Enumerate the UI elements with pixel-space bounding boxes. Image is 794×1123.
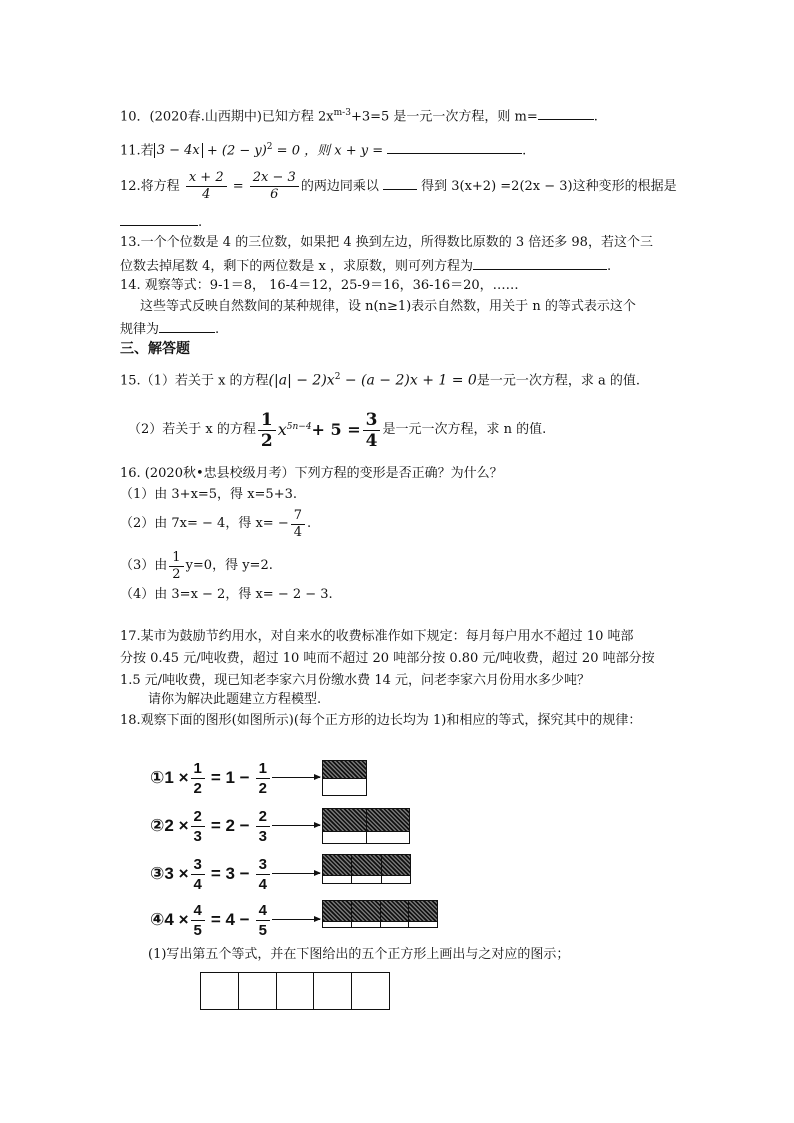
- q12-end: .: [198, 215, 203, 230]
- q18-row2-fraction-2: $\frac{2}{3}$: [256, 807, 270, 846]
- square-5[interactable]: [352, 973, 389, 1009]
- q16-i3-fraction: $\frac{1}{2}$: [169, 550, 183, 583]
- q13-answer-blank[interactable]: [473, 256, 607, 270]
- q10-text-a: 10．(2020春.山西期中)已知方程 2x: [120, 109, 334, 125]
- square-3[interactable]: [277, 973, 315, 1009]
- question-14-line-3: [120, 319, 219, 339]
- q16-i2-end: .: [307, 516, 312, 531]
- question-11: [120, 138, 526, 160]
- question-16-item-3: [120, 548, 273, 584]
- q10-answer-blank[interactable]: [538, 106, 594, 120]
- q18-equation-row-1: [150, 752, 410, 804]
- q14-line-3-text: 规律为: [120, 322, 160, 337]
- q18-row2-fraction: $\frac{2}{3}$: [191, 807, 205, 846]
- q12-fraction-right: $\frac{2x - 3}{6}$: [250, 170, 299, 203]
- q16-i3-a: （3）由: [120, 558, 168, 573]
- q18-row4-squares: [322, 900, 438, 928]
- q18-row4-mid: = 4 −: [210, 910, 250, 929]
- question-12-line-2: [120, 212, 202, 232]
- q11-exponent: 2: [266, 142, 273, 152]
- q15-p2-sup: 5n−4: [286, 422, 312, 432]
- q18-five-squares[interactable]: [200, 972, 390, 1010]
- q15-p1-c: − (a − 2)x + 1 = 0: [340, 372, 477, 389]
- q13-end: .: [607, 259, 612, 274]
- question-16-item-1: （1）由 3+x=5，得 x=5+3.: [120, 487, 297, 502]
- question-10: [120, 104, 598, 126]
- q15-p2-fraction-three-quarters: $\frac{3}{4}$: [363, 410, 381, 451]
- q12-fraction-left: $\frac{x + 2}{4}$: [186, 170, 227, 203]
- q12-rest-b: 得到 3(x+2) =2(2x − 3)这种变形的根据是: [421, 179, 677, 194]
- q12-reason-blank[interactable]: [120, 212, 198, 226]
- q18-row1-fraction: $\frac{1}{2}$: [191, 759, 205, 798]
- q15-p2-c: 是一元一次方程，求 n 的值.: [382, 422, 547, 437]
- q10-text-b: +3=5 是一元一次方程，则 m=: [350, 109, 538, 125]
- q18-row2-squares: [322, 808, 410, 844]
- question-14-line-2: 这些等式反映自然数间的某种规律，设 n(n≥1)表示自然数，用关于 n 的等式表示这个: [140, 299, 636, 314]
- question-15-part-2: [128, 410, 546, 450]
- q18-row3-label: ③3 ×: [150, 864, 189, 883]
- q18-row1-fraction-2: $\frac{1}{2}$: [256, 759, 270, 798]
- question-17-line-1: 17.某市为鼓励节约用水，对自来水的收费标准作如下规定：每月每户用水不超过 10 吨部: [120, 629, 634, 644]
- q18-row3-squares: [322, 854, 411, 884]
- q16-i3-b: y=0，得 y=2.: [185, 558, 273, 573]
- q11-mid: + (2 − y): [202, 143, 267, 159]
- question-18-title: 18.观察下面的图形(如图所示)(每个正方形的边长均为 1)和相应的等式，探究其中的规律：: [120, 713, 642, 728]
- q18-row2-arrow: [272, 825, 320, 826]
- question-15-part-1: [120, 368, 640, 390]
- q18-sub-question-1: (1)写出第五个等式，并在下图给出的五个正方形上画出与之对应的图示；: [148, 947, 570, 962]
- question-17-line-2: 分按 0.45 元/吨收费，超过 10 吨而不超过 20 吨部分按 0.80 元/吨收费，超过 20 吨部分按: [120, 651, 655, 666]
- section-title: 三、解答题: [120, 341, 190, 357]
- question-13-line-1: 13.一个个位数是 4 的三位数，如果把 4 换到左边，所得数比原数的 3 倍还多 98，若这个三: [120, 235, 653, 250]
- question-12: [120, 170, 677, 203]
- q15-p2-fraction-half: $\frac{1}{2}$: [258, 410, 276, 451]
- q11-absolute-value: 3 − 4x: [154, 143, 203, 158]
- q15-p1-b: (|a| − 2)x: [268, 372, 335, 389]
- q14-answer-blank[interactable]: [159, 319, 215, 333]
- question-17-line-3: 1.5 元/吨收费，现已知老李家六月份缴水费 14 元，问老李家六月份用水多少吨？: [120, 673, 590, 688]
- q18-equation-row-2: [150, 800, 470, 852]
- q18-row4-label: ④4 ×: [150, 910, 189, 929]
- q18-equation-row-4: [150, 894, 470, 946]
- q15-p1-sup: 2: [334, 372, 341, 382]
- q18-equation-row-3: [150, 848, 470, 900]
- q11-prefix: 11.若: [120, 143, 154, 159]
- q11-answer-blank[interactable]: [387, 140, 522, 154]
- q18-row1-shaded: [323, 761, 366, 779]
- q12-prefix: 12.将方程: [120, 179, 180, 194]
- q15-p1-a: 15.（1）若关于 x 的方程: [120, 373, 269, 389]
- q18-row4-fraction: $\frac{4}{5}$: [191, 901, 205, 940]
- q12-equals: =: [232, 179, 244, 194]
- question-16-item-2: [120, 506, 311, 542]
- q18-row3-mid: = 3 −: [210, 864, 250, 883]
- question-17-line-4: 请你为解决此题建立方程模型.: [148, 692, 322, 707]
- q14-end: .: [215, 322, 220, 337]
- q18-row2-label: ②2 ×: [150, 816, 189, 835]
- q12-multiplier-blank[interactable]: [383, 176, 417, 190]
- question-16-title: 16. (2020秋•忠县校级月考）下列方程的变形是否正确？为什么？: [120, 466, 503, 481]
- q15-p2-x: x: [277, 420, 287, 439]
- q16-i2-fraction: $\frac{7}{4}$: [291, 508, 305, 541]
- q18-row4-arrow: [272, 919, 320, 920]
- q10-exponent: m-3: [333, 108, 351, 118]
- q18-row1-square: [322, 760, 367, 796]
- q18-row3-fraction-2: $\frac{3}{4}$: [256, 855, 270, 894]
- q11-rest: = 0 ，则 x + y =: [272, 143, 384, 159]
- q11-end: .: [522, 143, 527, 159]
- question-16-item-4: （4）由 3=x − 2，得 x= − 2 − 3.: [120, 587, 333, 602]
- q10-end: .: [593, 109, 598, 125]
- square-4[interactable]: [314, 973, 352, 1009]
- question-14-line-1: 14. 观察等式：9-1＝8， 16-4＝12，25-9＝16，36-16＝20，……: [120, 278, 519, 293]
- q15-p2-b: + 5 =: [311, 420, 361, 439]
- question-13-line-2: [120, 256, 611, 276]
- q18-row4-fraction-2: $\frac{4}{5}$: [256, 901, 270, 940]
- square-1[interactable]: [201, 973, 239, 1009]
- q16-i2-a: （2）由 7x= − 4，得 x= −: [120, 516, 289, 531]
- q18-row3-arrow: [272, 873, 320, 874]
- q12-rest-a: 的两边同乘以: [300, 179, 379, 194]
- q18-row2-mid: = 2 −: [210, 816, 250, 835]
- q18-row1-label: ①1 ×: [150, 768, 189, 787]
- q18-row3-fraction: $\frac{3}{4}$: [191, 855, 205, 894]
- q15-p2-a: （2）若关于 x 的方程: [128, 422, 256, 437]
- q13-line-2-text: 位数去掉尾数 4，剩下的两位数是 x ，求原数，则可列方程为: [120, 259, 473, 274]
- q18-row1-arrow: [272, 777, 320, 778]
- q15-p1-d: 是一元一次方程，求 a 的值.: [476, 373, 640, 389]
- q18-row1-mid: = 1 −: [210, 768, 250, 787]
- square-2[interactable]: [239, 973, 277, 1009]
